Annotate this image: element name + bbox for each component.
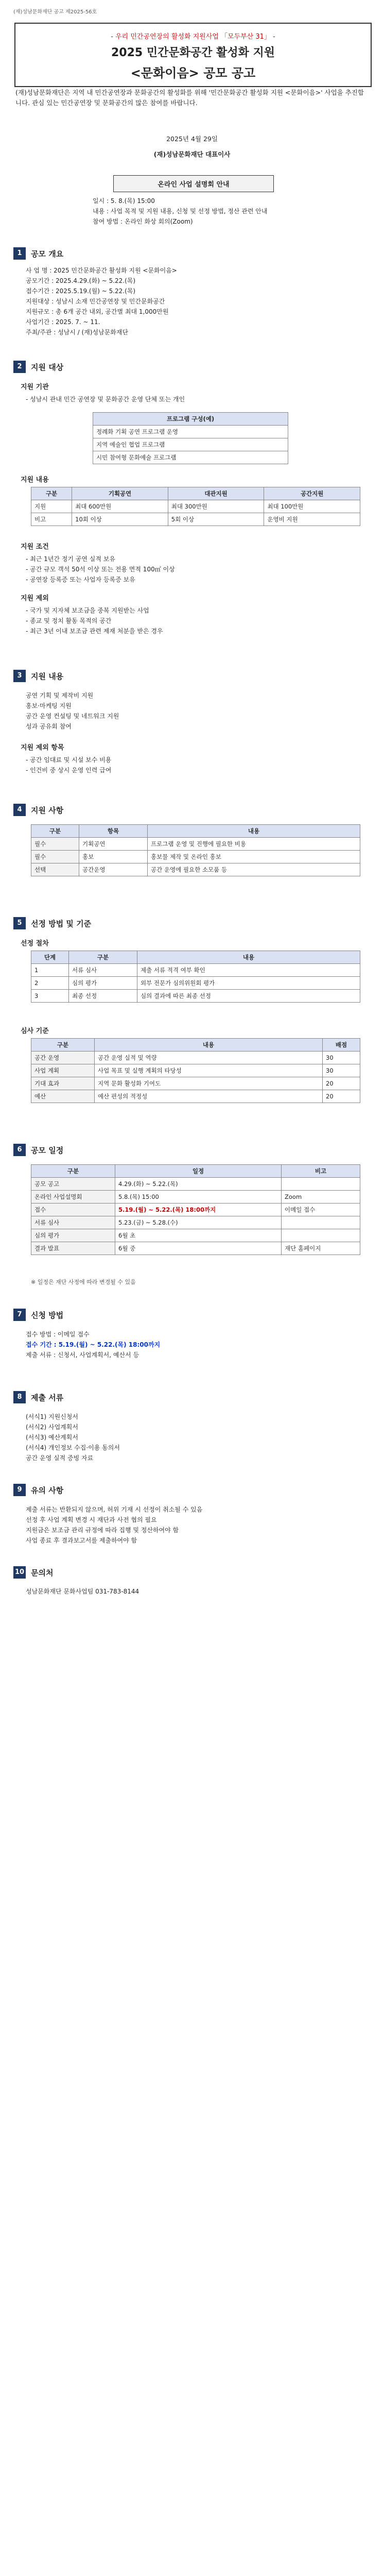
table-header: 비고: [282, 1165, 360, 1178]
table-header: 내용: [95, 1039, 323, 1052]
list-item: - 종교 및 정치 활동 목적의 공간: [26, 617, 112, 624]
table-cell: 최대 600만원: [72, 500, 168, 513]
section-2-header: [13, 361, 63, 373]
table-cell: 온라인 사업설명회: [31, 1191, 115, 1204]
table-cell: 홍보: [79, 851, 148, 863]
table-header: 공간지원: [264, 487, 360, 500]
sub-heading: 선정 절차: [21, 940, 49, 947]
list-item: (서식4) 개인정보 수집·이용 동의서: [26, 1444, 120, 1451]
announce-date: 2025년 4월 29일: [166, 135, 218, 143]
table-cell: 공간운영: [79, 863, 148, 876]
table-cell: 심의 결과에 따른 최종 선정: [137, 990, 360, 1003]
overview-row: 접수기간 : 2025.5.19.(월) ~ 5.22.(목): [26, 287, 136, 295]
list-item: 공간 운영 컨설팅 및 네트워크 지원: [26, 713, 119, 720]
section-1-list: [26, 265, 365, 337]
table-cell: 6월 중: [115, 1242, 282, 1255]
table-cell: 5.8.(목) 15:00: [115, 1191, 282, 1204]
list-item: 제출 서류 : 신청서, 사업계획서, 예산서 등: [26, 1351, 139, 1359]
sub-text: - 성남시 관내 민간 공연장 및 문화공간 운영 단체 또는 개인: [26, 396, 185, 403]
list-item: 접수 기간 : 5.19.(월) ~ 5.22.(목) 18:00까지: [26, 1341, 161, 1348]
table-cell: 지역 문화 활성화 기여도: [95, 1077, 323, 1090]
online-row: 일시 : 5. 8.(목) 15:00: [93, 197, 155, 205]
table-cell: 비고: [31, 513, 72, 526]
table-header: 내용: [137, 951, 360, 964]
table-cell: 기획공연: [79, 838, 148, 851]
table-cell: 사업 계획: [31, 1064, 95, 1077]
table-cell: 프로그램 운영 및 진행에 필요한 비용: [148, 838, 360, 851]
list-item: 제출 서류는 반환되지 않으며, 허위 기재 시 선정이 취소될 수 있음: [26, 1506, 203, 1513]
table-cell: 2: [31, 977, 69, 990]
sub-heading: 지원 제외 항목: [21, 744, 64, 752]
section-title: 신청 방법: [31, 1310, 64, 1320]
section-title: 제출 서류: [31, 1393, 64, 1402]
table-cell: 공간 운영에 필요한 소모품 등: [148, 863, 360, 876]
table-cell: 30: [323, 1052, 360, 1064]
table-cell: 예산: [31, 1090, 95, 1103]
section-number: 9: [13, 1484, 26, 1496]
section-1-header: [13, 247, 63, 260]
online-row: 참여 방법 : 온라인 화상 회의(Zoom): [93, 218, 193, 225]
list-item: - 국가 및 지자체 보조금을 중복 지원받는 사업: [26, 607, 149, 614]
table-header: 구분: [69, 951, 137, 964]
table-cell: 5회 이상: [168, 513, 264, 526]
list-item: 공연 기획 및 제작비 지원: [26, 692, 94, 699]
list-item: - 공연장 등록증 또는 사업자 등록증 보유: [26, 576, 135, 583]
table-cell: 심의 평가: [31, 1229, 115, 1242]
table-header: 내용: [148, 825, 360, 838]
section-number: 8: [13, 1391, 26, 1403]
table-cell: 홍보물 제작 및 온라인 홍보: [148, 851, 360, 863]
table-header: 일정: [115, 1165, 282, 1178]
table-cell: 지원: [31, 500, 72, 513]
online-briefing-box: 온라인 사업 설명회 안내: [113, 175, 274, 192]
criteria-table: [31, 1038, 360, 1103]
title-box: [14, 23, 372, 87]
table-cell: 10회 이상: [72, 513, 168, 526]
section-title: 공모 개요: [31, 249, 64, 259]
sub-heading: 지원 제외: [21, 595, 49, 602]
online-row: 내용 : 사업 목적 및 지원 내용, 신청 및 선정 방법, 정산 관련 안내: [93, 208, 268, 215]
table-cell: 결과 발표: [31, 1242, 115, 1255]
list-item: - 인건비 중 상시 운영 인력 급여: [26, 767, 112, 774]
section-number: 2: [13, 361, 26, 373]
list-item: 성과 공유회 참여: [26, 723, 72, 730]
list-item: 사업 종료 후 결과보고서를 제출하여야 함: [26, 1537, 137, 1544]
sub-list: [26, 554, 365, 585]
section-7-header: [13, 1309, 63, 1321]
list-item: - 공간 임대료 및 시설 보수 비용: [26, 756, 112, 764]
table-cell: 공간 운영 실적 및 역량: [95, 1052, 323, 1064]
table-cell: 최대 300만원: [168, 500, 264, 513]
table-cell: 재단 홈페이지: [282, 1242, 360, 1255]
schedule-table: [31, 1164, 360, 1255]
list-item: 홍보·마케팅 지원: [26, 702, 72, 709]
list-item: - 최근 3년 이내 보조금 관련 제재 처분을 받은 경우: [26, 628, 163, 635]
overview-row: 사업기간 : 2025. 7. ~ 11.: [26, 318, 100, 326]
table-cell: 5.23.(금) ~ 5.28.(수): [115, 1216, 282, 1229]
section-title: 선정 방법 및 기준: [31, 919, 92, 928]
section-3-list: [26, 690, 365, 732]
table-cell: 최대 100만원: [264, 500, 360, 513]
table-cell: 4.29.(화) ~ 5.22.(목): [115, 1178, 282, 1191]
section-number: 7: [13, 1309, 26, 1321]
table-header: 항목: [79, 825, 148, 838]
table-cell: 필수: [31, 851, 79, 863]
table-cell: 예산 편성의 적정성: [95, 1090, 323, 1103]
section-number: 4: [13, 804, 26, 816]
section-number: 1: [13, 247, 26, 260]
table-cell: 시민 참여형 문화예술 프로그램: [93, 451, 288, 464]
section-number: 6: [13, 1144, 26, 1156]
table-cell: 접수: [31, 1204, 115, 1216]
list-item: 공간 운영 실적 증빙 자료: [26, 1454, 94, 1462]
section-3-header: [13, 670, 63, 682]
table-cell: 사업 목표 및 실행 계획의 타당성: [95, 1064, 323, 1077]
section-4-header: [13, 804, 63, 816]
overview-row: 공모기간 : 2025.4.29.(화) ~ 5.22.(목): [26, 277, 136, 284]
section-title: 공모 일정: [31, 1145, 64, 1155]
table-cell: 30: [323, 1064, 360, 1077]
document-number: (재)성남문화재단 공고 제2025-56호: [13, 9, 97, 15]
title-subtitle: - 우리 민간공연장의 활성화 지원사업 「모두부산 31」 -: [111, 33, 275, 41]
table-cell: 1: [31, 964, 69, 977]
section-7-list: [26, 1329, 365, 1360]
list-item: 지원금은 보조금 관리 규정에 따라 집행 및 정산하여야 함: [26, 1527, 179, 1534]
table-cell: 운영비 지원: [264, 513, 360, 526]
section-number: 3: [13, 670, 26, 682]
table-cell: [282, 1216, 360, 1229]
table-cell: 선택: [31, 863, 79, 876]
table-cell: 지역 예술인 협업 프로그램: [93, 438, 288, 451]
table-cell: 서류 심사: [69, 964, 137, 977]
contact-info: 성남문화재단 문화사업팀 031-783-8144: [26, 1588, 139, 1595]
section-8-list: [26, 1412, 365, 1463]
section-title: 유의 사항: [31, 1485, 64, 1495]
list-item: - 공간 규모 객석 50석 이상 또는 전용 면적 100㎡ 이상: [26, 566, 175, 573]
overview-row: 주최/주관 : 성남시 / (재)성남문화재단: [26, 329, 129, 336]
sub-heading: 지원 내용: [21, 476, 49, 484]
table-cell: 정례화 기획 공연 프로그램 운영: [93, 426, 288, 438]
sub-heading: 심사 기준: [21, 1027, 49, 1035]
table-cell: 서류 심사: [31, 1216, 115, 1229]
section-9-list: [26, 1504, 365, 1546]
table-cell: 20: [323, 1077, 360, 1090]
section-title: 문의처: [31, 1568, 54, 1578]
section-number: 5: [13, 917, 26, 929]
table-cell: 3: [31, 990, 69, 1003]
table-header: 단계: [31, 951, 69, 964]
title-line1: 2025 민간문화공간 활성화 지원: [111, 46, 275, 59]
list-item: - 최근 1년간 정기 공연 실적 보유: [26, 555, 115, 563]
table-header: 구분: [31, 1165, 115, 1178]
table-cell: 최종 선정: [69, 990, 137, 1003]
section-title: 지원 대상: [31, 362, 64, 372]
table-cell: 필수: [31, 838, 79, 851]
overview-row: 지원규모 : 총 6개 공간 내외, 공간별 최대 1,000만원: [26, 308, 169, 315]
table-cell: 5.19.(월) ~ 5.22.(목) 18:00까지: [115, 1204, 282, 1216]
list-item: 선정 후 사업 계획 변경 시 재단과 사전 협의 필요: [26, 1516, 157, 1523]
section-9-header: [13, 1484, 63, 1496]
table-cell: [282, 1178, 360, 1191]
section-6-header: [13, 1144, 63, 1156]
sub-list: [26, 605, 365, 636]
selection-process-table: [31, 951, 360, 1003]
table-cell: 기대 효과: [31, 1077, 95, 1090]
support-table: [31, 487, 360, 526]
list-item: (서식2) 사업계획서: [26, 1423, 78, 1431]
schedule-note: ※ 일정은 재단 사정에 따라 변경될 수 있음: [31, 1279, 136, 1285]
announce-org: (재)성남문화재단 대표이사: [153, 150, 231, 158]
support-items-table: [31, 824, 360, 876]
table-header: 프로그램 구성(예): [93, 413, 288, 426]
table-cell: Zoom: [282, 1191, 360, 1204]
table-header: 대관지원: [168, 487, 264, 500]
overview-row: 지원대상 : 성남시 소재 민간공연장 및 민간문화공간: [26, 298, 165, 305]
table-cell: 6월 초: [115, 1229, 282, 1242]
section-10-header: [13, 1566, 53, 1579]
table-cell: 심의 평가: [69, 977, 137, 990]
table-header: 구분: [31, 1039, 95, 1052]
intro-text: (재)성남문화재단은 지역 내 민간공연장과 문화공간의 활성화를 위해 '민간문화공간 활성화 지원 <문화이음>' 사업을 추진합니다. 관심 있는 민간공연장 및 문화공간의 많은 참여를 바랍니다.: [15, 89, 364, 107]
sub-list: [26, 755, 365, 775]
table-cell: 외부 전문가 심의위원회 평가: [137, 977, 360, 990]
section-title: 지원 사항: [31, 805, 64, 815]
table-cell: [282, 1229, 360, 1242]
table-cell: 20: [323, 1090, 360, 1103]
table-cell: 이메일 접수: [282, 1204, 360, 1216]
table-header: 구분: [31, 487, 72, 500]
program-table: [93, 412, 288, 464]
table-cell: 제출 서류 적격 여부 확인: [137, 964, 360, 977]
table-cell: 공모 공고: [31, 1178, 115, 1191]
list-item: (서식1) 지원신청서: [26, 1413, 78, 1420]
title-line2: <문화이음> 공모 공고: [130, 66, 256, 80]
list-item: (서식3) 예산계획서: [26, 1434, 78, 1441]
section-number: 10: [13, 1566, 26, 1579]
section-title: 지원 내용: [31, 671, 64, 681]
list-item: 접수 방법 : 이메일 접수: [26, 1331, 90, 1338]
table-header: 기획공연: [72, 487, 168, 500]
table-header: 배점: [323, 1039, 360, 1052]
sub-heading: 지원 기관: [21, 383, 49, 391]
overview-row: 사 업 명 : 2025 민간문화공간 활성화 지원 <문화이음>: [26, 267, 177, 274]
table-cell: 공간 운영: [31, 1052, 95, 1064]
section-8-header: [13, 1391, 63, 1403]
table-header: 구분: [31, 825, 79, 838]
section-5-header: [13, 917, 91, 929]
online-briefing-list: [93, 196, 309, 227]
sub-heading: 지원 조건: [21, 543, 49, 551]
